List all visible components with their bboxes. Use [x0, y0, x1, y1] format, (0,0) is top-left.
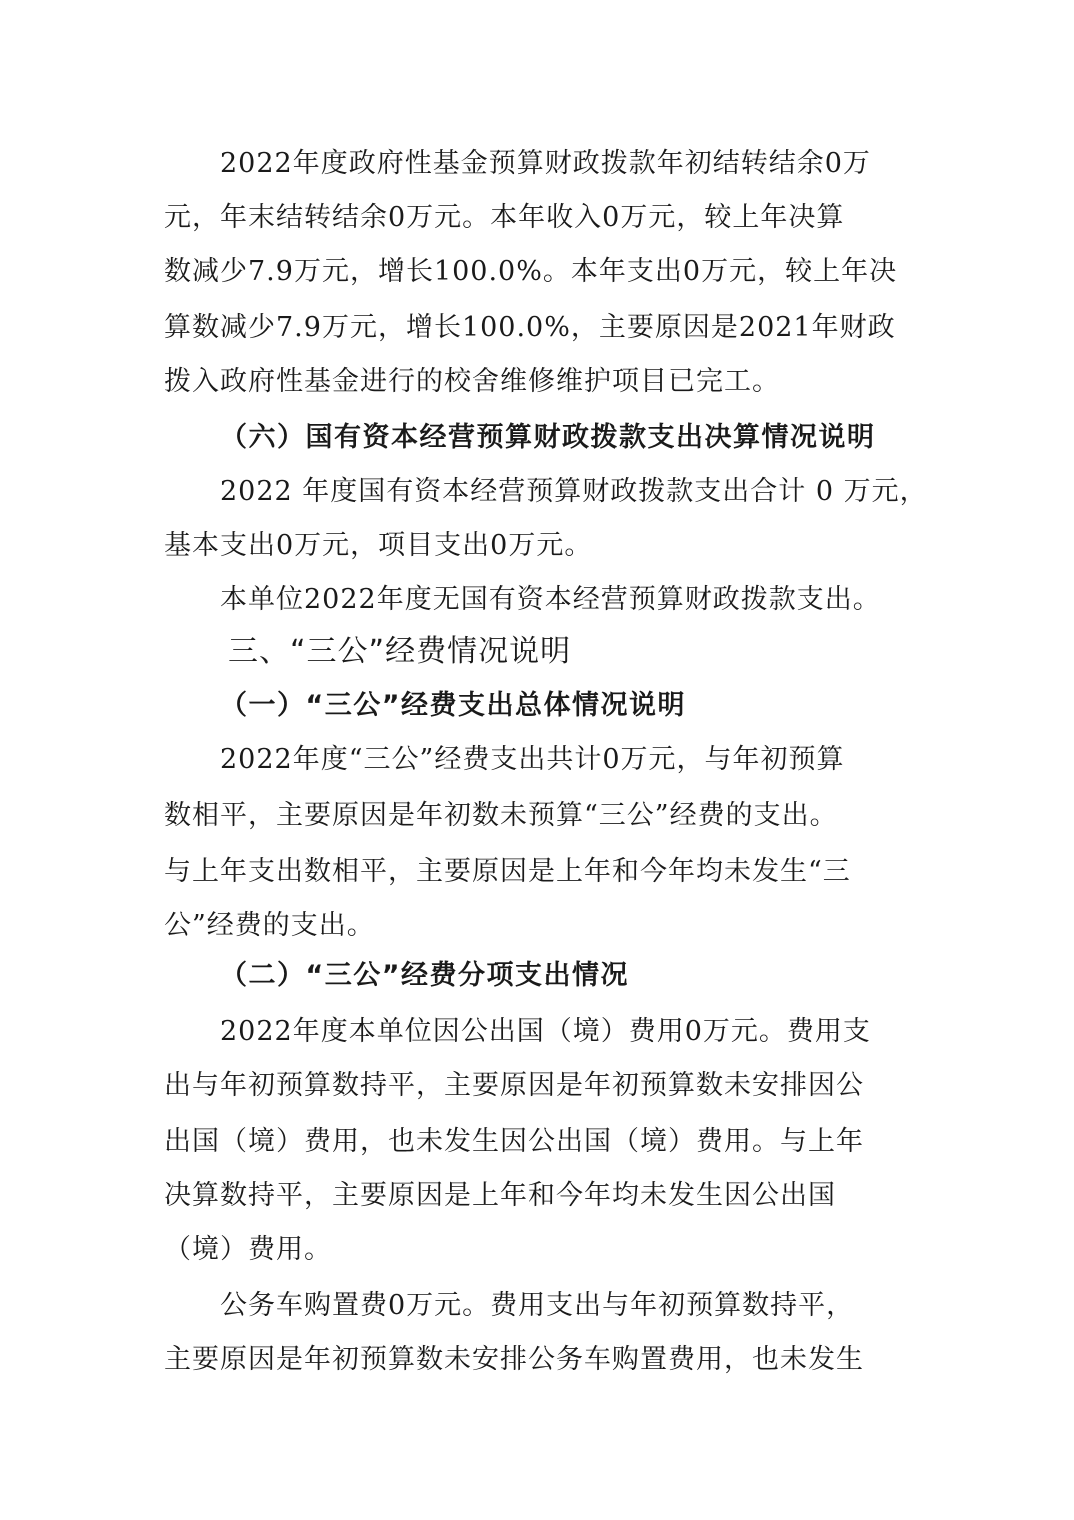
- paragraph-line: 拨入政府性基金进行的校舍维修维护项目已完工。: [164, 366, 780, 397]
- paragraph-line: （境）费用。: [164, 1234, 332, 1265]
- paragraph-line: 公”经费的支出。: [164, 910, 375, 941]
- section-heading-1: （一）“三公”经费支出总体情况说明: [220, 690, 686, 721]
- paragraph-line: 基本支出0万元，项目支出0万元。: [164, 530, 593, 561]
- paragraph-line: 出与年初预算数持平，主要原因是年初预算数未安排因公: [164, 1070, 864, 1101]
- paragraph-line: 公务车购置费0万元。费用支出与年初预算数持平，: [220, 1290, 855, 1321]
- paragraph-line: 元，年末结转结余0万元。本年收入0万元，较上年决算: [164, 202, 845, 233]
- section-heading-2: （二）“三公”经费分项支出情况: [220, 960, 629, 991]
- chapter-heading-3: 三、“三公”经费情况说明: [228, 634, 572, 669]
- paragraph-line: 2022年度本单位因公出国（境）费用0万元。费用支: [220, 1016, 871, 1047]
- paragraph-line: 2022 年度国有资本经营预算财政拨款支出合计 0 万元，: [220, 476, 928, 507]
- paragraph-line: 出国（境）费用，也未发生因公出国（境）费用。与上年: [164, 1126, 864, 1157]
- paragraph-line: 算数减少7.9万元，增长100.0%，主要原因是2021年财政: [164, 312, 896, 343]
- paragraph-line: 决算数持平，主要原因是上年和今年均未发生因公出国: [164, 1180, 836, 1211]
- paragraph-line: 数相平，主要原因是年初数未预算“三公”经费的支出。: [164, 800, 838, 831]
- paragraph-line: 主要原因是年初预算数未安排公务车购置费用，也未发生: [164, 1344, 864, 1375]
- paragraph-line: 2022年度“三公”经费支出共计0万元，与年初预算: [220, 744, 845, 775]
- paragraph-line: 数减少7.9万元，增长100.0%。本年支出0万元，较上年决: [164, 256, 898, 287]
- paragraph-line: 本单位2022年度无国有资本经营预算财政拨款支出。: [220, 584, 881, 615]
- paragraph-line: 与上年支出数相平，主要原因是上年和今年均未发生“三: [164, 856, 851, 887]
- section-heading-6: （六）国有资本经营预算财政拨款支出决算情况说明: [220, 422, 876, 453]
- paragraph-line: 2022年度政府性基金预算财政拨款年初结转结余0万: [220, 148, 871, 179]
